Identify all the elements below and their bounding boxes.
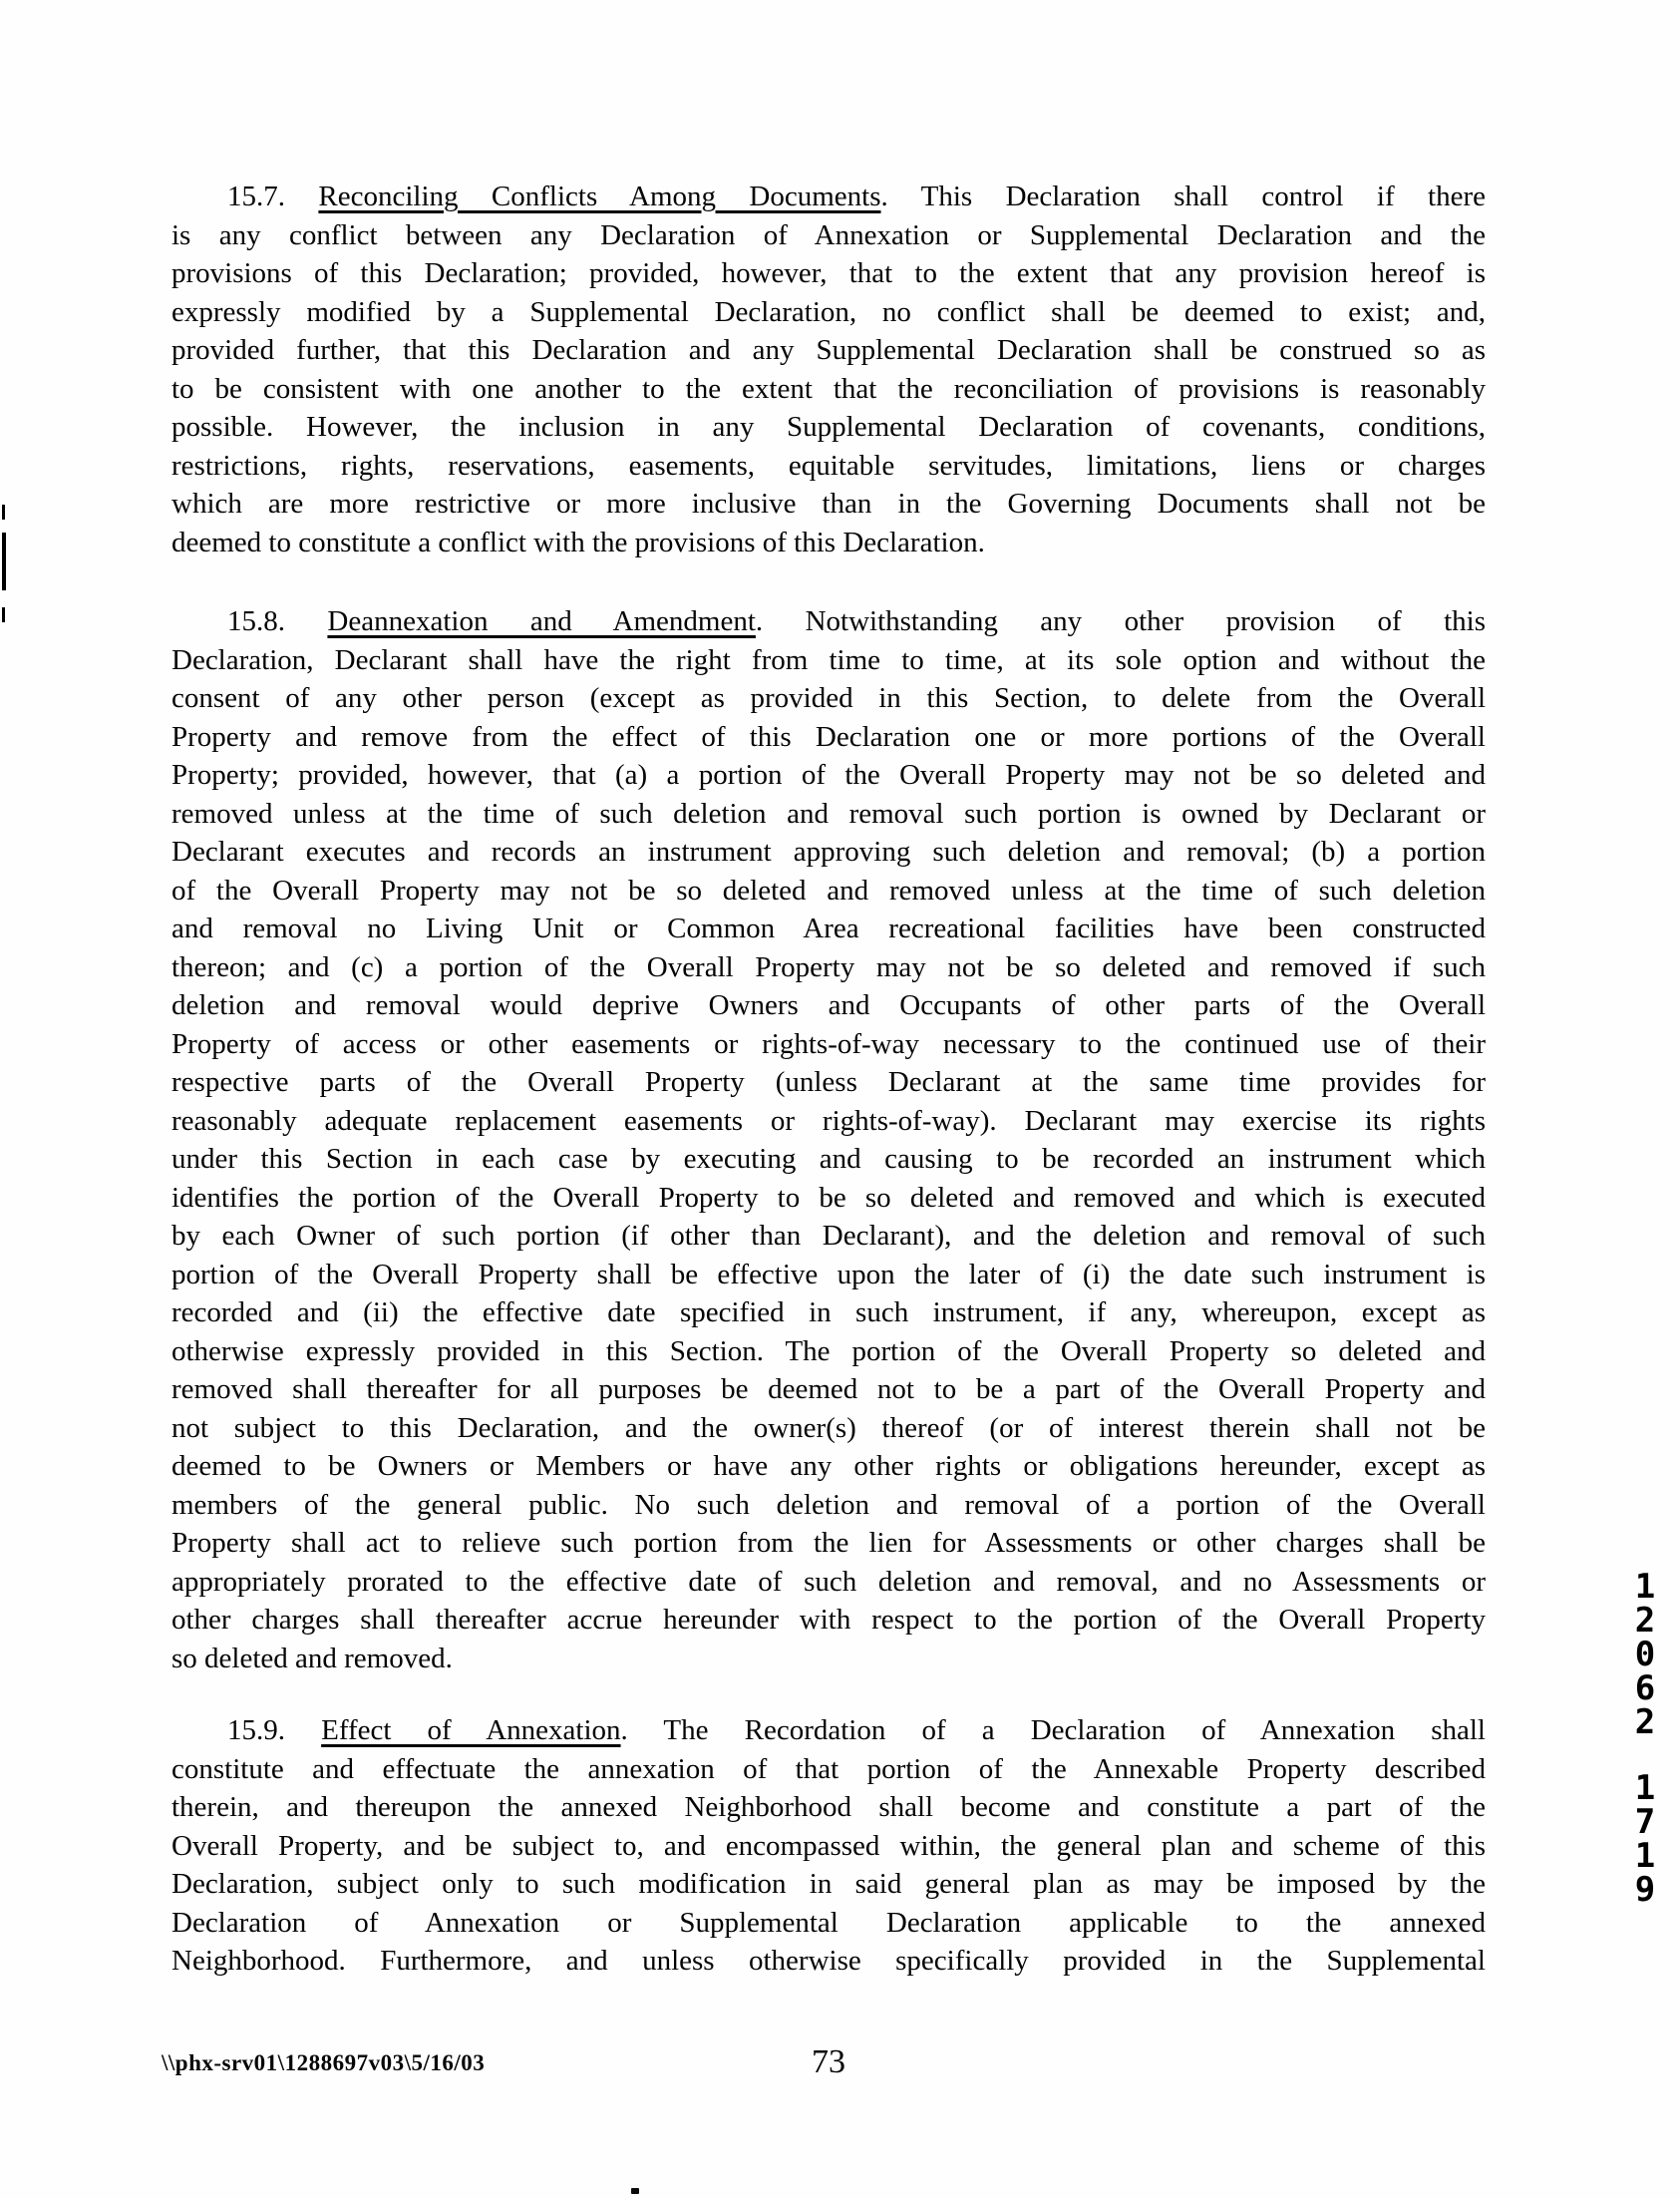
text-line: expressly modified by a Supplemental Declaration, no conflict shall be deemed to exist; and, [171,295,1486,328]
text-line: restrictions, rights, reservations, easements, equitable servitudes, limitations, liens or charges [171,449,1486,482]
paragraph-first-line [171,602,1486,641]
footer-document-path: \\phx-srv01\1288697v03\5/16/03 [162,2050,486,2075]
text-block [171,0,1486,1981]
text-line: and removal no Living Unit or Common Area recreational facilities have been constructed [171,913,1486,944]
section-number: 15.7. [227,181,285,212]
section-first-line-text: . The Recordation of a Declaration of Annexation shall [620,1714,1486,1746]
text-line: deletion and removal would deprive Owners and Occupants of other parts of the Overall [171,989,1486,1021]
stamp-digit: 1 [1634,1768,1656,1808]
text-line: therein, and thereupon the annexed Neighborhood shall become and constitute a part of the [171,1791,1486,1823]
text-line: under this Section in each case by executing and causing to be recorded an instrument which [171,1143,1486,1175]
recording-stamp-book-number [1629,1567,1661,1742]
paragraph-section-15.7 [171,178,1486,561]
text-line: recorded and (ii) the effective date specified in such instrument, if any, whereupon, except as [171,1296,1486,1328]
stamp-digit: 2 [1634,1702,1656,1742]
text-line: appropriately prorated to the effective date of such deletion and removal, and no Assessments or [171,1565,1486,1598]
section-first-line-text: . This Declaration shall control if there [880,181,1486,212]
text-line: Declaration, subject only to such modification in said general plan as may be imposed by the [171,1868,1486,1900]
text-line: provided further, that this Declaration and any Supplemental Declaration shall be construed so as [171,334,1486,366]
section-number: 15.9. [227,1714,285,1746]
text-line: Property shall act to relieve such portion from the lien for Assessments or other charges shall be [171,1527,1486,1559]
stamp-digit: 7 [1634,1802,1656,1842]
recording-stamp-page-number [1629,1768,1661,1910]
paragraph-section-15.8 [171,602,1486,1677]
paragraph-section-15.9 [171,1711,1486,1981]
text-line: possible. However, the inclusion in any Supplemental Declaration of covenants, conditions, [171,411,1486,443]
paragraph-first-line [171,178,1486,216]
text-line: Declaration, Declarant shall have the right from time to time, at its sole option and without the [171,643,1486,676]
text-line: other charges shall thereafter accrue hereunder with respect to the portion of the Overall Property [171,1604,1486,1636]
text-line: identifies the portion of the Overall Property to be so deleted and removed and which is executed [171,1181,1486,1214]
text-line: not subject to this Declaration, and the owner(s) thereof (or of interest therein shall not be [171,1411,1486,1444]
text-line: Declarant executes and records an instrument approving such deletion and removal; (b) a portion [171,836,1486,868]
stamp-digit: 1 [1634,1836,1656,1876]
stamp-digit: 0 [1634,1635,1656,1674]
stamp-digit: 1 [1634,1567,1656,1607]
section-title: Deannexation and Amendment [327,605,756,637]
text-line: to be consistent with one another to the extent that the reconciliation of provisions is reasonably [171,372,1486,405]
scan-artifact-dot [631,2188,639,2194]
left-margin-revision-mark [2,533,6,590]
text-line: Declaration of Annexation or Supplemental Declaration applicable to the annexed [171,1906,1486,1939]
text-line: removed shall thereafter for all purposes be deemed not to be a part of the Overall Property and [171,1373,1486,1405]
section-number: 15.8. [227,605,285,637]
section-first-line-text: . Notwithstanding any other provision of this [755,605,1486,637]
text-line: which are more restrictive or more inclusive than in the Governing Documents shall not be [171,488,1486,520]
text-line: deemed to be Owners or Members or have any other rights or obligations hereunder, except as [171,1450,1486,1482]
text-line: thereon; and (c) a portion of the Overall Property may not be so deleted and removed if such [171,950,1486,983]
text-line: constitute and effectuate the annexation of that portion of the Annexable Property described [171,1752,1486,1785]
paragraph-last-line: Neighborhood. Furthermore, and unless otherwise specifically provided in the Supplemental [171,1945,1486,1977]
section-title: Effect of Annexation [321,1714,621,1746]
stamp-digit: 9 [1634,1870,1656,1910]
text-line: reasonably adequate replacement easements or rights-of-way). Declarant may exercise its rights [171,1104,1486,1137]
text-line: of the Overall Property may not be so deleted and removed unless at the time of such deletion [171,874,1486,907]
paragraph-last-line: deemed to constitute a conflict with the provisions of this Declaration. [171,526,985,558]
text-line: Property and remove from the effect of this Declaration one or more portions of the Overall [171,720,1486,753]
left-margin-revision-mark [2,505,5,520]
section-title: Reconciling Conflicts Among Documents [318,181,881,212]
stamp-digit: 2 [1634,1601,1656,1641]
text-line: respective parts of the Overall Property (unless Declarant at the same time provides for [171,1066,1486,1098]
stamp-digit: 6 [1634,1668,1656,1708]
paragraph-last-line: so deleted and removed. [171,1642,453,1674]
text-line: consent of any other person (except as provided in this Section, to delete from the Overall [171,682,1486,714]
text-line: removed unless at the time of such deletion and removal such portion is owned by Declarant or [171,797,1486,830]
paragraph-first-line [171,1711,1486,1750]
text-line: is any conflict between any Declaration of Annexation or Supplemental Declaration and the [171,218,1486,251]
text-line: portion of the Overall Property shall be effective upon the later of (i) the date such instrument is [171,1258,1486,1290]
text-line: members of the general public. No such deletion and removal of a portion of the Overall [171,1488,1486,1521]
left-margin-revision-mark [2,607,5,622]
footer-page-number: 73 [812,2043,845,2080]
text-line: otherwise expressly provided in this Section. The portion of the Overall Property so deleted and [171,1334,1486,1367]
text-line: Overall Property, and be subject to, and encompassed within, the general plan and scheme of this [171,1829,1486,1862]
text-line: Property; provided, however, that (a) a portion of the Overall Property may not be so deleted and [171,759,1486,791]
text-line: provisions of this Declaration; provided, however, that to the extent that any provision hereof is [171,257,1486,289]
text-line: Property of access or other easements or rights-of-way necessary to the continued use of their [171,1027,1486,1060]
text-line: by each Owner of such portion (if other than Declarant), and the deletion and removal of such [171,1220,1486,1252]
